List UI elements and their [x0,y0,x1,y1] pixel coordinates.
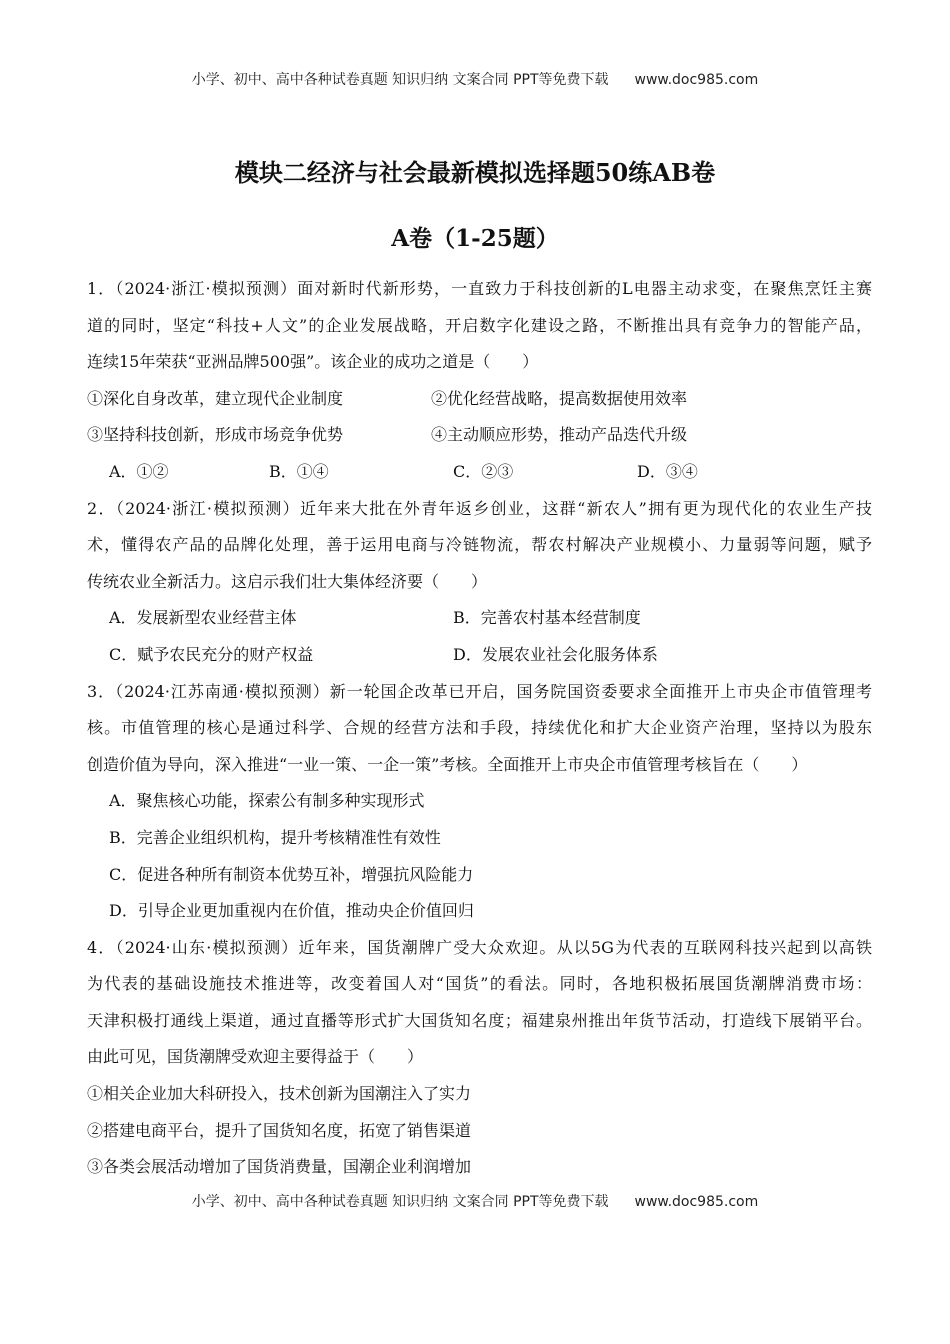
statement-row [87,386,872,423]
question-stem-line: 道的同时，坚定“科技+人文”的企业发展战略，开启数字化建设之路，不断推出具有竞争力的智能产品， [87,315,872,335]
question-4 [87,935,872,1191]
option-b[interactable]: B．完善企业组织机构，提升考核精准性有效性 [109,827,441,847]
question-list [87,276,872,1191]
question-stem-line: 传统农业全新活力。这启示我们壮大集体经济要（ ） [87,571,488,591]
option-c[interactable]: C．促进各种所有制资本优势互补，增强抗风险能力 [109,864,474,884]
section-title: A卷（1-25题） [391,225,559,252]
statement-item: ①相关企业加大科研投入，技术创新为国潮注入了实力 [87,1084,472,1104]
option-d[interactable]: D．发展农业社会化服务体系 [453,644,658,664]
statement-item: ③各类会展活动增加了国货消费量，国潮企业利润增加 [87,1157,472,1177]
question-stem-line: 核。市值管理的核心是通过科学、合规的经营方法和手段，持续优化和扩大企业资产治理，坚持以为股东 [87,718,872,738]
question-stem-line: 由此可见，国货潮牌受欢迎主要得益于（ ） [87,1047,424,1067]
question-stem-line: 术，懂得农产品的品牌化处理，善于运用电商与冷链物流，帮农村解决产业规模小、力量弱等问题，赋予 [87,535,872,555]
option-row [87,459,872,496]
option-d[interactable]: D．引导企业更加重视内在价值，推动央企价值回归 [109,901,474,921]
option-d[interactable]: D．③④ [637,461,698,481]
question-stem-line: 天津积极打通线上渠道，通过直播等形式扩大国货知名度；福建泉州推出年货节活动，打造线下展销平台。 [87,1010,872,1030]
question-1 [87,276,872,496]
statement-item: ②搭建电商平台，提升了国货知名度，拓宽了销售渠道 [87,1120,472,1140]
option-c[interactable]: C．②③ [453,461,514,481]
option-row [87,605,872,642]
statement-item: ④主动顺应形势，推动产品迭代升级 [431,425,688,445]
option-b[interactable]: B．完善农村基本经营制度 [453,608,641,628]
question-stem-line: 3．（2024·江苏南通·模拟预测）新一轮国企改革已开启，国务院国资委要求全面推开上市央企市值管理考 [87,681,872,701]
question-stem-line: 创造价值为导向，深入推进“一业一策、一企一策”考核。全面推开上市央企市值管理考核旨在（ ） [87,754,808,774]
option-b[interactable]: B．①④ [269,461,329,481]
question-stem-line: 1．（2024·浙江·模拟预测）面对新时代新形势，一直致力于科技创新的L电器主动求变，在聚焦烹饪主赛 [87,279,872,298]
page-header [0,69,950,89]
footer-site-link[interactable]: www.doc985.com [634,1194,759,1210]
option-row [87,642,872,679]
page-footer [0,1191,950,1211]
statement-item: ②优化经营战略，提高数据使用效率 [431,388,688,408]
option-a[interactable]: A．发展新型农业经营主体 [109,608,297,628]
header-site-link[interactable]: www.doc985.com [634,72,759,88]
statement-item: ①深化自身改革，建立现代企业制度 [87,388,344,408]
question-2 [87,496,872,679]
option-a[interactable]: A．①② [109,461,169,481]
header-text: 小学、初中、高中各种试卷真题 知识归纳 文案合同 PPT等免费下载 [191,72,609,88]
option-a[interactable]: A．聚焦核心功能，探索公有制多种实现形式 [109,791,425,811]
question-stem-line: 连续15年荣获“亚洲品牌500强”。该企业的成功之道是（ ） [87,352,539,372]
question-stem-line: 2．（2024·浙江·模拟预测）近年来大批在外青年返乡创业，这群“新农人”拥有更为现代化的农业生产技 [87,498,872,518]
statement-item: ③坚持科技创新，形成市场竞争优势 [87,425,344,445]
question-stem-line: 为代表的基础设施技术推进等，改变着国人对“国货”的看法。同时，各地积极拓展国货潮牌消费市场： [87,974,872,994]
question-3 [87,679,872,935]
question-stem-line: 4．（2024·山东·模拟预测）近年来，国货潮牌广受大众欢迎。从以5G为代表的互联网科技兴起到以高铁 [87,937,872,957]
footer-text: 小学、初中、高中各种试卷真题 知识归纳 文案合同 PPT等免费下载 [191,1194,609,1210]
document-title: 模块二经济与社会最新模拟选择题50练AB卷 [234,158,716,187]
statement-row [87,422,872,459]
option-c[interactable]: C．赋予农民充分的财产权益 [109,644,314,664]
